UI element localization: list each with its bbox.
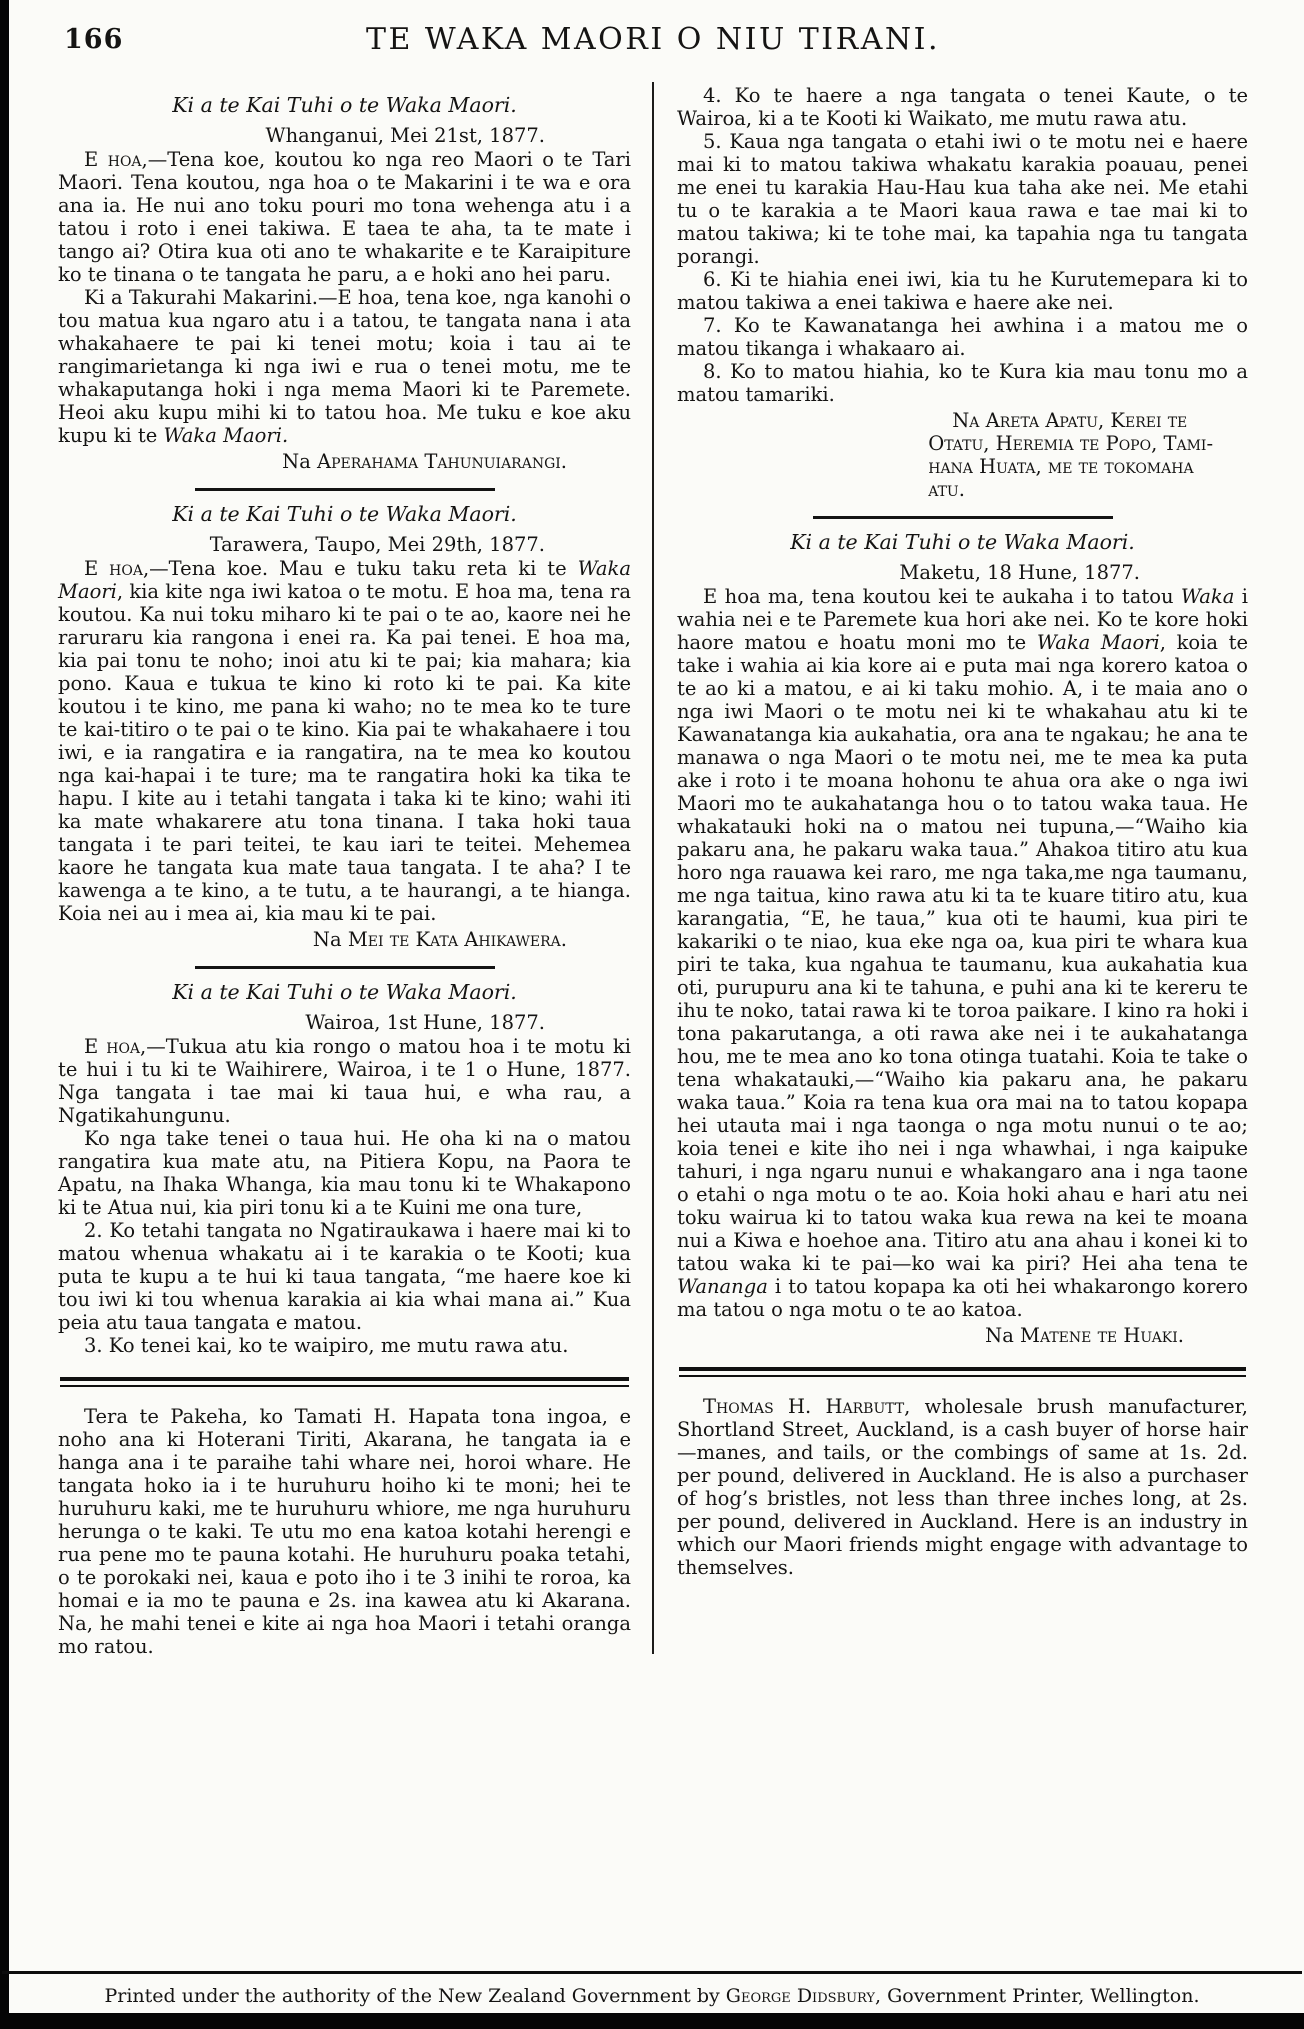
text-segment: 7. Ko te Kawanatanga hei awhina i a matou me o matou tikanga i whakaaro ai.: [677, 314, 1248, 360]
letter-paragraph: [677, 268, 1248, 314]
text-segment: —Tena koe. Mau e tuku taku reta ki te: [149, 557, 578, 580]
text-segment: 8. Ko to matou hiahia, ko te Kura kia mau tonu mo a matou tamariki.: [677, 360, 1248, 406]
text-segment: Waka: [1180, 585, 1235, 608]
signature-prefix: Na: [282, 450, 318, 473]
text-segment: E hoa,: [84, 1035, 147, 1058]
text-segment: —Tukua atu kia rongo o matou hoa i te motu ki te hui i tu ki te Waihirere, Wairoa, i te 1 o Hune, 1877. Nga tangata i tae mai ki taua hui, e wha rau, a Ngatikahungunu.: [58, 1035, 631, 1127]
text-segment: Waka Maori: [1036, 631, 1160, 654]
text-segment: 2. Ko tetahi tangata no Ngatiraukawa i haere mai ki to matou whenua whakatu ai i te karakia o te Kooti; kua puta te kupu a te hui ki taua tangata, “me haere koe ki tou iwi ki tou whenua karakia ai kia whai mana ai.” Kua peia atu taua tangata e matou.: [58, 1219, 631, 1334]
text-segment: wholesale brush manufacturer, Shortland Street, Auckland, is a cash buyer of horse hair—manes, and tails, or the combings of same at 1s. 2d. per pound, delivered in Auckland. He is also a purchaser of hog’s bristles, not less than three inches long, at 2s. per pound, delivered in Auckland. Here is an industry in which our Maori friends might engage with advantage to themselves.: [677, 1395, 1248, 1579]
text-segment: 3. Ko tenei kai, ko te waipiro, me mutu rawa atu.: [84, 1334, 569, 1357]
letter-paragraph: [677, 314, 1248, 360]
imprint-post: , Government Printer, Wellington.: [875, 1985, 1200, 2007]
footer-rule: [2, 1971, 1302, 1974]
letter-paragraph: [677, 585, 1248, 1321]
signature-prefix: Na: [985, 1324, 1021, 1347]
letter-dateline: Tarawera, Taupo, Mei 29th, 1877.: [209, 533, 545, 556]
letter-heading: Ki a te Kai Tuhi o te Waka Maori.: [790, 530, 1135, 554]
text-segment: Tera te Pakeha, ko Tamati H. Hapata tona ingoa, e noho ana ki Hoterani Tiriti, Akarana, he tangata ia e hanga ana i te paraihe tahi whare nei, horoi whare. He tangata hoko ia i te huruhuru hoiho ki te moni; hei te huruhuru kaki, me te huruhuru whiore, me nga huruhuru herunga o te kaki. Te utu mo ena katoa kotahi herengi e rua pene mo te pauna kotahi. He huruhuru poaka tetahi, o te porokaki nei, kaua e poto iho i te 3 inihi te roroa, ka homai e ia mo te pauna e 2s. ina kawea atu ki Akarana. Na, he mahi tenei e kite ai nga hoa Maori i tetahi oranga mo ratou.: [58, 1405, 631, 1658]
letter-dateline: Maketu, 18 Hune, 1877.: [899, 561, 1140, 584]
imprint-pre: Printed under the authority of the New Zealand Government by: [104, 1985, 726, 2007]
letter-paragraph: [677, 130, 1248, 268]
letter-signature: [677, 1324, 1248, 1347]
letter-heading: Ki a te Kai Tuhi o te Waka Maori.: [172, 93, 517, 117]
signature-line: Na Areta Apatu, Kerei te: [952, 409, 1188, 432]
signature-name: Mei te Kata Ahikawera.: [347, 928, 567, 951]
letter-heading: Ki a te Kai Tuhi o te Waka Maori.: [172, 502, 517, 526]
scan-edge-left: [0, 0, 9, 2029]
imprint-line: [0, 1985, 1304, 2007]
text-segment: E hoa ma, tena koutou kei te aukaha i to tatou: [703, 585, 1181, 608]
advert-maori: [58, 1405, 631, 1658]
text-segment: 5. Kaua nga tangata o etahi iwi o te motu nei e haere mai ki to matou takiwa whakatu karakia poauau, penei me enei tu karakia Hau-Hau kua taha ake nei. Me etahi tu o te karakia a te Maori kaua rawa e tae mai ki to matou takiwa; ki te tohe mai, ka tapahia nga tu tangata porangi.: [677, 130, 1248, 268]
text-segment: 6. Ki te hiahia enei iwi, kia tu he Kurutemepara ki to matou takiwa a enei takiwa e haere ake nei.: [677, 268, 1248, 314]
section-divider-rule: [813, 516, 1113, 519]
text-segment: Thomas H. Harbutt,: [703, 1395, 911, 1418]
imprint-printer-name: George Didsbury: [725, 1985, 876, 2007]
right-column: [653, 84, 1248, 1658]
section-divider-rule: [195, 966, 495, 969]
letter-maketu: [677, 531, 1248, 1347]
letter-paragraph: [677, 360, 1248, 406]
letter-paragraph: [58, 148, 631, 286]
signature-name: Aperahama Tahunuiarangi.: [317, 450, 567, 473]
letter-signature: [58, 450, 631, 473]
letter-paragraph: [677, 84, 1248, 130]
masthead-title: TE WAKA MAORI O NIU TIRANI.: [365, 22, 941, 57]
letter-paragraph: [58, 1219, 631, 1334]
advert-english: [677, 1395, 1248, 1579]
section-divider-rule: [195, 488, 495, 491]
text-segment: 4. Ko te haere a nga tangata o tenei Kaute, o te Wairoa, ki a te Kooti ki Waikato, me mutu rawa atu.: [677, 84, 1248, 130]
column-divider-rule: [652, 82, 654, 1654]
columns: [58, 84, 1248, 1658]
letter-wairoa: [58, 981, 631, 1357]
text-segment: E hoa,: [84, 148, 148, 171]
letter-whanganui: [58, 94, 631, 473]
signature-line: hana Huata, me te tokomaha: [928, 455, 1194, 478]
letter-paragraph: [58, 1035, 631, 1127]
letter-paragraph: [58, 1127, 631, 1219]
letter-tarawera: [58, 503, 631, 951]
text-segment: , koia te take i wahia ai kia kore ai e puta mai nga korero katoa o te ao ki a matou, e ai ki taku mohio. A, i te maia ano o nga iwi Maori o te motu nei ki te whakahau atu ki te Kawanatanga kia aukahatia, ora ana te ngakau; he ana te manawa o nga Maori o te motu nei, me te mea ka puta ake i roto i te moana hohonu te ahua ora ake o nga iwi Maori mo te aukahatanga hou o to tatou waka taua. He whakatauki hoki na o matou nei tupuna,—“Waiho kia pakaru ana, he pakaru waka taua.” Ahakoa titiro atu kua horo nga rauawa kei raro, me nga taka,me nga taumanu, me nga taitua, kino rawa atu ki ta te kuare titiro atu, kua karangatia, “E, he taua,” kua oti te haumi, kua piri te kakariki o te niao, kua eke nga oa, kua piri te whara kua piri te taka, kua ngahua te taumanu, kua aukahatia kua oti, purupuru ana ki te tahuna, e puhi ana ki te kereru te ihu te noko, tatai rawa ki te toroa paikare. I kino ra hoki i tona pakarutanga, a oti rawa ake nei i te aukahatanga hou, me te mea ano ko tona otinga tuatahi. Koia te take o tena whakatauki,—“Waiho kia pakaru ana, he pakaru waka taua.” Koia ra tena kua ora mai na to tatou kopapa hei utauta mai i nga taonga o nga motu nunui o te ao; koia tenei e kite iho nei i nga whawhai, i nga kaipuke tahuri, i nga ngaru nunui e whakangaro ana i nga taone o etahi o nga motu o te ao. Koia hoki ahau e hari atu nei toku wairua ki to tatou waka kua rewa na kei te moana nui a Kiwa e hoehoe ana. Titiro atu ana ahau i konei ki to tatou waka ki te pai—ko wai ka piri? Hei aha tena te: [677, 631, 1248, 1275]
text-segment: i wahia nei e te Paremete kua hori ake nei. Ko te kore hoki haore matou e hoatu moni mo te: [677, 585, 1248, 654]
page-content: [58, 22, 1248, 1658]
double-rule: [679, 1367, 1246, 1377]
signature-name: Matene te Huaki.: [1020, 1324, 1184, 1347]
text-segment: Ko nga take tenei o taua hui. He oha ki na o matou rangatira kua mate atu, na Pitiera Kopu, na Paora te Apatu, na Ihaka Whanga, kia mau tonu ki te Whakapono ki te Atua nui, kia piri tonu ki a te Kuini me ona ture,: [58, 1127, 631, 1219]
left-column: [58, 84, 653, 1658]
signature-block: [928, 409, 1248, 501]
text-segment: E hoa,: [84, 557, 150, 580]
text-segment: Waka Maori: [58, 557, 631, 603]
text-segment: —Tena koe, koutou ko nga reo Maori o te Tari Maori. Tena koutou, nga hoa o te Makarini i te wa e ora ana ia. He nui ano toku pouri mo tona wehenga atu i a tatou i roto i enei takiwa. E taea te aha, ta te mate i tango ai? Otira kua oti ano te whakarite e te Karaipiture ko te tinana o te tangata he paru, a e hoki ano hei paru.: [58, 148, 631, 286]
text-segment: Ki a Takurahi Makarini.—E hoa, tena koe, nga kanohi o tou matua kua ngaro atu i a tatou, te tangata nana i ata whakahaere te pai ki tenei motu; koia i tau ai te rangimarietanga ki nga iwi e rua o tenei motu, me te whakaputanga hoki i nga mema Maori ki te Paremete. Heoi aku kupu mihi ki to tatou hoa. Me tuku e koe aku kupu ki te: [58, 286, 631, 447]
signature-line: Otatu, Heremia te Popo, Tami-: [928, 432, 1214, 455]
text-segment: , kia kite nga iwi katoa o te motu. E hoa ma, tena ra koutou. Ka nui toku miharo ki te pai o te ao, kaore nei he raruraru kia rangona i enei ra. Ka pai tenei. E hoa ma, kia pai tonu te noho; inoi atu ki te pai; kia mahara; kia pono. Kaua e tukua te kino ki roto ki te pai. Ka kite koutou i te kino, me pana ki waho; no te mea ko te ture te kai-titiro o te pai o te kino. Kia pai te whakahaere i tou iwi, e ia rangatira e ia rangatira, na te mea ko koutou nga kai-hapai i te ture; ma te rangatira hoki ka tika te hapu. I kite au i tetahi tangata i taka ki te kino; wahi iti ka mate whakarere atu tona tinana. I taka hoki taua tangata i te pari teitei, te kau iari te teitei. Mehemea kaore he tangata kua mate taua tangata. I te aha? I te kawenga a te kino, a te tutu, a te haurangi, a te hianga. Koia nei au i mea ai, kia mau ki te pai.: [58, 580, 631, 925]
letter-wairoa-continued: [677, 84, 1248, 501]
scan-edge-bottom: [0, 2013, 1304, 2029]
page-number: 166: [64, 24, 124, 55]
letter-paragraph: [58, 557, 631, 925]
letter-paragraph: [58, 1334, 631, 1357]
letter-signature: [58, 928, 631, 951]
text-segment: Wananga: [677, 1275, 768, 1298]
letter-heading: Ki a te Kai Tuhi o te Waka Maori.: [172, 980, 517, 1004]
signature-line: atu.: [928, 478, 965, 501]
letter-dateline: Wairoa, 1st Hune, 1877.: [305, 1011, 545, 1034]
text-segment: i to tatou kopapa ka oti hei whakarongo korero ma tatou o nga motu o te ao katoa.: [677, 1275, 1248, 1321]
page-footer: [0, 1971, 1304, 2007]
signature-prefix: Na: [312, 928, 348, 951]
text-segment: Waka Maori.: [163, 424, 289, 447]
letter-dateline: Whanganui, Mei 21st, 1877.: [265, 124, 545, 147]
double-rule: [60, 1377, 629, 1387]
letter-paragraph: [58, 286, 631, 447]
page-header: [58, 22, 1248, 66]
